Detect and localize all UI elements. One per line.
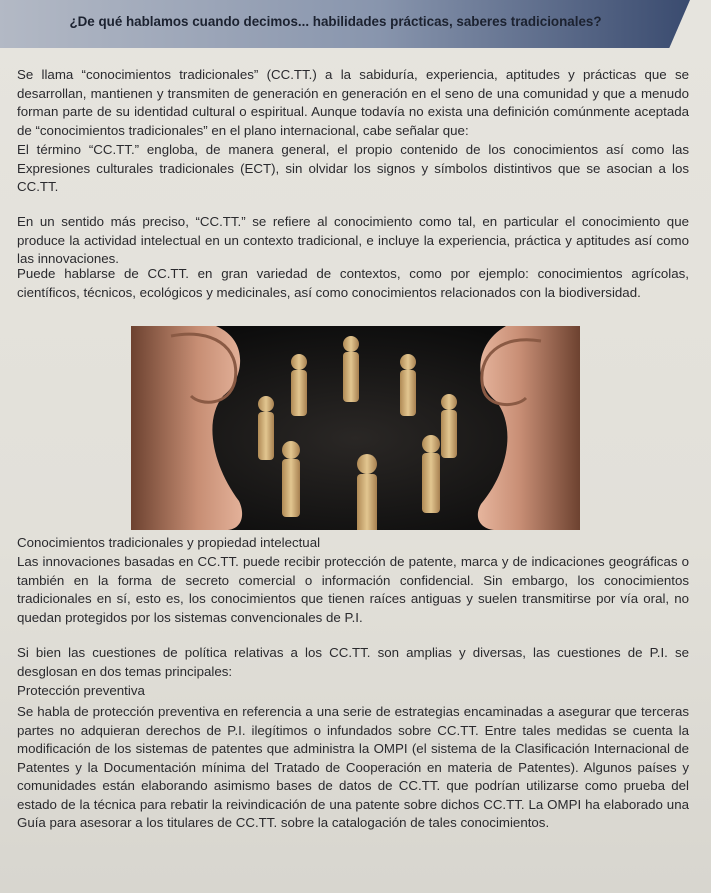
photo-illustration (131, 326, 580, 530)
preventive-paragraph: Se habla de protección preventiva en referencia a una serie de estrategias encaminadas a asegurar que terceras partes no adquieran derechos de P.I. ilegítimos o infundados sobre CC.TT. Entre tales medidas se cuenta la modificación de los sistemas de patentes que administra la OMPI (el sistema de la Clasificación Internacional de Patentes y la Documentación mínima del Tratado de Cooperación en materia de Patentes). Algunos países y comunidades están elaborando asimismo bases de datos de CC.TT. que podrían utilizarse como prueba del estado de la técnica para rebatir la reivindicación de una patente sobre dichos CC.TT. La OMPI ha elaborado una Guía para asesorar a los titulares de CC.TT. sobre la catalogación de tales conocimientos. (17, 704, 689, 830)
section-heading-ip: Conocimientos tradicionales y propiedad intelectual (17, 535, 321, 550)
section-heading-preventive: Protección preventiva (17, 683, 145, 698)
ip-paragraph-1: Las innovaciones basadas en CC.TT. puede recibir protección de patente, marca y de indicaciones geográficas o también en la forma de secreto comercial o información confidencial. Sin embargo, los conocimientos tradicionales en sí, esto es, los conocimientos que tienen raíces antiguas y suelen transmitirse por vía oral, no quedan protegidos por los sistemas convencionales de P.I. (17, 554, 689, 625)
ip-paragraph-2: Si bien las cuestiones de política relativas a los CC.TT. son amplias y diversas, las cuestiones de P.I. se desglosan en dos temas principales: (17, 645, 689, 679)
intro-paragraph-4: Puede hablarse de CC.TT. en gran variedad de contextos, como por ejemplo: conocimientos agrícolas, científicos, técnicos, ecológicos y medicinales, así como conocimientos relacionados con la biodiversidad. (17, 266, 689, 300)
intro-paragraph-3: En un sentido más preciso, “CC.TT.” se refiere al conocimiento como tal, en particular el conocimiento que produce la actividad intelectual en un contexto tradicional, e incluye la experiencia, práctica y aptitudes así como las innovaciones. (17, 214, 689, 266)
hands-protecting-figures-photo (131, 326, 580, 530)
page-title: ¿De qué hablamos cuando decimos... habilidades prácticas, saberes tradicionales? (69, 14, 602, 29)
intro-paragraph-2: El término “CC.TT.” engloba, de manera general, el propio contenido de los conocimientos así como las Expresiones culturales tradicionales (ECT), sin olvidar los signos y símbolos distintivos que se asocian a los CC.TT. (17, 142, 689, 194)
intro-paragraph-1: Se llama “conocimientos tradicionales” (CC.TT.) a la sabiduría, experiencia, aptitudes y prácticas que se desarrollan, mantienen y transmiten de generación en generación en el seno de una comunidad y que a menudo forman parte de su identidad cultural o espiritual. Aunque todavía no exista una definición comúnmente aceptada de “conocimientos tradicionales” en el plano internacional, cabe señalar que: (17, 67, 689, 138)
